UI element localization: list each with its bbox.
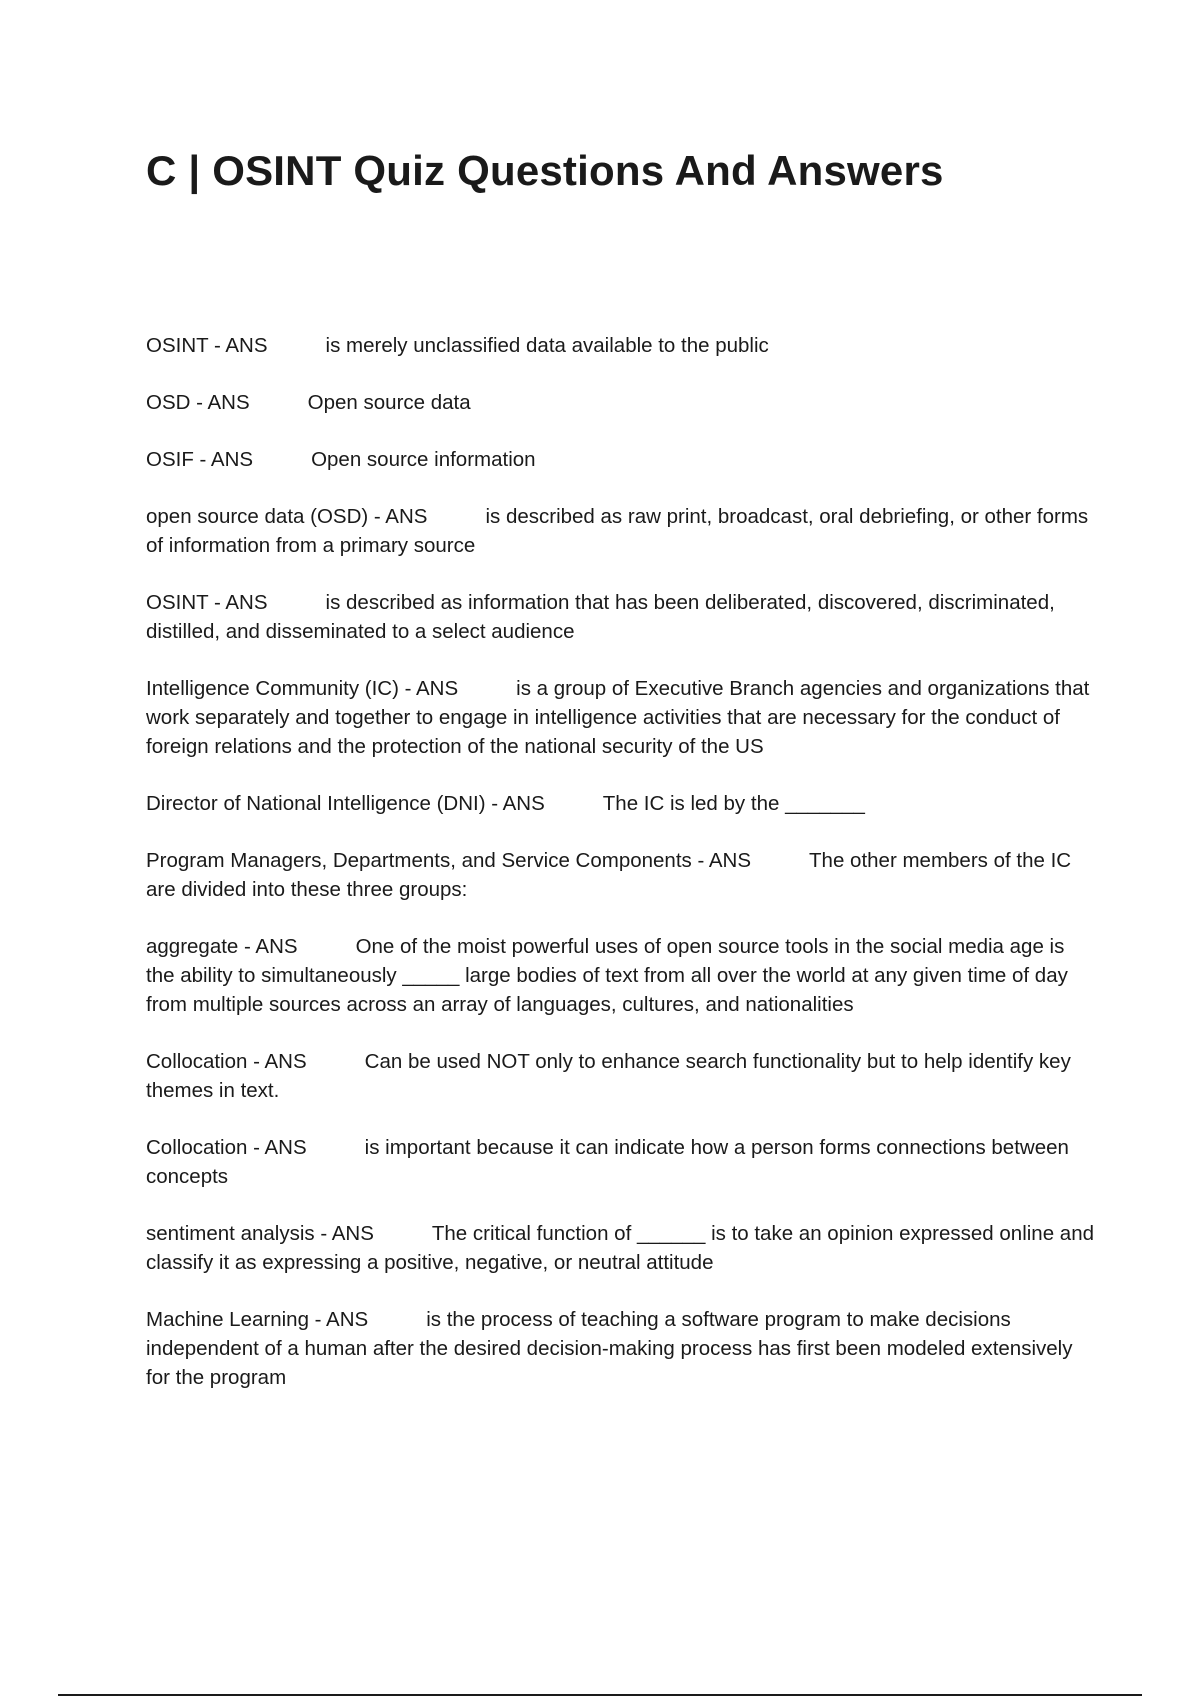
qa-definition: is a group of Executive Branch agencies and organizations that work separately and together to engage in intelligence activities that are necessary for the conduct of foreign relations and the protection of the national security of the US <box>146 677 1096 758</box>
qa-item <box>146 789 1098 818</box>
qa-definition: Open source information <box>311 448 536 471</box>
qa-term: OSINT - ANS <box>146 334 268 357</box>
qa-definition: One of the moist powerful uses of open source tools in the social media age is the ability to simultaneously _____ large bodies of text from all over the world at any given time of day from multiple sources across an array of languages, cultures, and nationalities <box>146 935 1074 1016</box>
qa-item <box>146 846 1098 904</box>
qa-term: sentiment analysis - ANS <box>146 1222 374 1245</box>
qa-term: OSD - ANS <box>146 391 250 414</box>
qa-definition: Open source data <box>307 391 471 414</box>
qa-term: OSIF - ANS <box>146 448 254 471</box>
qa-item <box>146 502 1098 560</box>
qa-term: Collocation - ANS <box>146 1050 307 1073</box>
qa-term: Director of National Intelligence (DNI) - ANS <box>146 792 545 815</box>
qa-term: open source data (OSD) - ANS <box>146 505 428 528</box>
qa-term: Collocation - ANS <box>146 1136 307 1159</box>
qa-item <box>146 674 1098 761</box>
page-footer-rule <box>58 1694 1142 1696</box>
qa-definition: Can be used NOT only to enhance search functionality but to help identify key themes in text. <box>146 1050 1077 1102</box>
qa-definition: The other members of the IC are divided into these three groups: <box>146 849 1077 901</box>
qa-item <box>146 1133 1098 1191</box>
qa-item <box>146 588 1098 646</box>
qa-definition: is the process of teaching a software program to make decisions independent of a human after the desired decision-making process has first been modeled extensively for the program <box>146 1308 1079 1389</box>
qa-term: Machine Learning - ANS <box>146 1308 369 1331</box>
qa-definition: is described as raw print, broadcast, oral debriefing, or other forms of information from a primary source <box>146 505 1094 557</box>
qa-item <box>146 445 1098 474</box>
qa-term: aggregate - ANS <box>146 935 298 958</box>
qa-list <box>146 331 1098 1420</box>
qa-definition: is described as information that has been deliberated, discovered, discriminated, distilled, and disseminated to a select audience <box>146 591 1061 643</box>
qa-term: Program Managers, Departments, and Service Components - ANS <box>146 849 752 872</box>
qa-definition: The IC is led by the _______ <box>602 792 865 815</box>
qa-item <box>146 1219 1098 1277</box>
qa-term: Intelligence Community (IC) - ANS <box>146 677 459 700</box>
page-title: C | OSINT Quiz Questions And Answers <box>146 147 944 194</box>
qa-item <box>146 1305 1098 1392</box>
qa-item <box>146 388 1098 417</box>
qa-definition: is important because it can indicate how a person forms connections between concepts <box>146 1136 1075 1188</box>
qa-item <box>146 932 1098 1019</box>
qa-definition: The critical function of ______ is to take an opinion expressed online and classify it as expressing a positive, negative, or neutral attitude <box>146 1222 1100 1274</box>
qa-item <box>146 1047 1098 1105</box>
qa-item <box>146 331 1098 360</box>
qa-term: OSINT - ANS <box>146 591 268 614</box>
qa-definition: is merely unclassified data available to the public <box>325 334 769 357</box>
